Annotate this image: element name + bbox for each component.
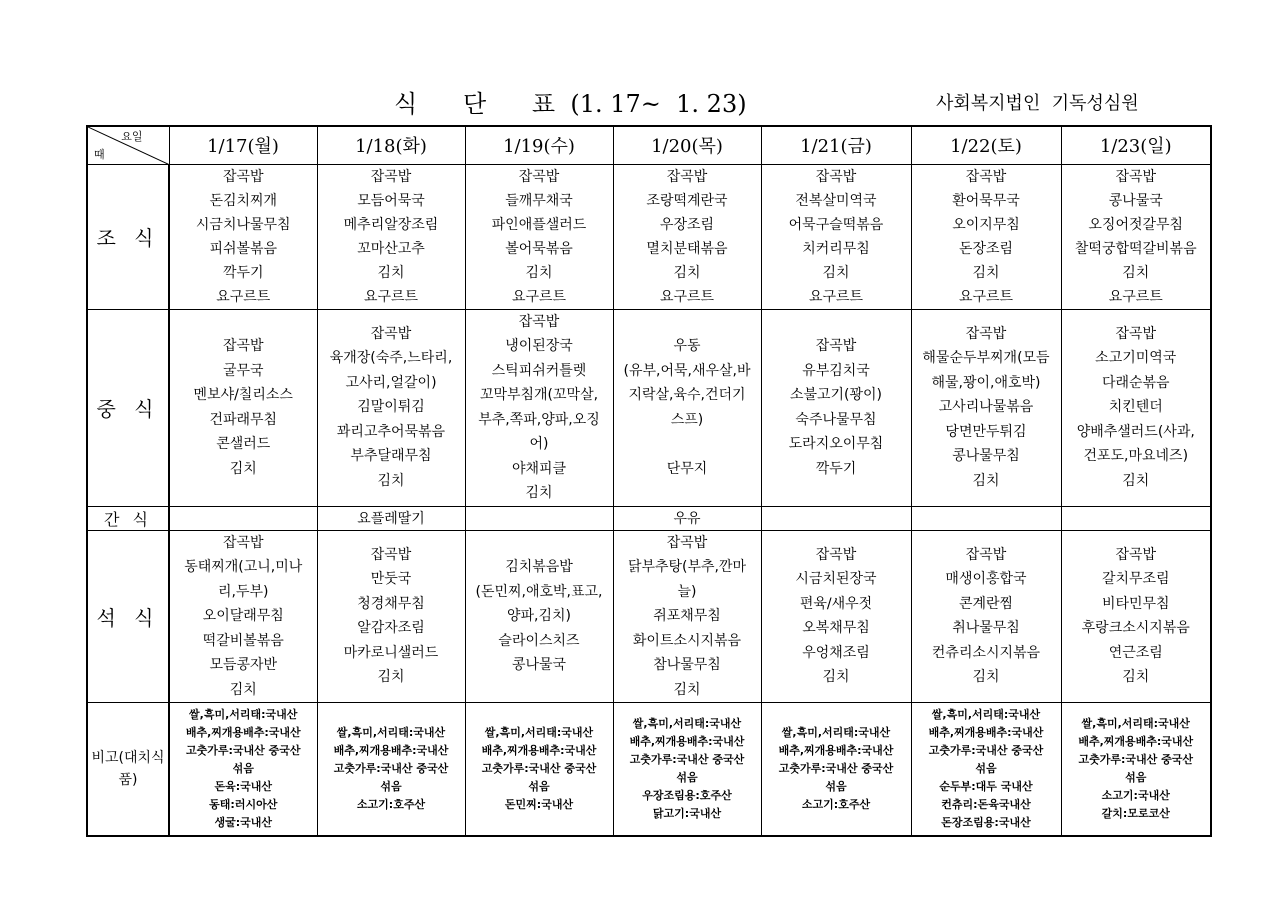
menu-item: 요구르트 — [363, 288, 419, 305]
menu-item: 육개장(숙주,느타리, — [329, 350, 453, 367]
lunch-cell — [761, 309, 911, 506]
menu-item: 건파래무침 — [209, 411, 278, 428]
menu-item: (돈민찌,애호박,표고, — [475, 583, 603, 600]
menu-item: 잡곡밥 — [1115, 325, 1157, 342]
menu-item: 김치 — [822, 264, 850, 281]
menu-item: 환어묵무국 — [952, 192, 1020, 209]
menu-item: 김치 — [972, 669, 1000, 686]
menu-item: 콩나물무침 — [952, 448, 1020, 465]
origin-note: 섞음 — [1125, 770, 1147, 784]
menu-item: 지락살,육수,건더기 — [628, 387, 746, 403]
menu-item: 편육/새우젓 — [799, 595, 873, 612]
origin-note: 컨츄리:돈육국내산 — [941, 797, 1031, 811]
origin-note: 섞음 — [232, 761, 254, 775]
notes-label — [87, 703, 169, 836]
lunch-cell — [613, 309, 761, 506]
menu-item: 당면만두튀김 — [945, 423, 1027, 440]
menu-item: 소불고기(꽝이) — [789, 387, 883, 403]
menu-item: 고사리,얼갈이) — [345, 374, 437, 391]
menu-item: 고사리나물볶음 — [938, 399, 1034, 416]
origin-note: 쌀,흑미,서리태:국내산 — [931, 707, 1041, 721]
menu-item: 비타민무침 — [1101, 595, 1170, 612]
menu-item: 숙주나물무침 — [795, 411, 877, 428]
lunch-cell — [317, 309, 465, 506]
menu-item: 시금치된장국 — [795, 571, 877, 588]
menu-item: 잡곡밥 — [518, 313, 560, 330]
menu-item: 단무지 — [666, 460, 708, 477]
menu-item: 잡곡밥 — [815, 168, 857, 185]
menu-item: 리,두부) — [218, 583, 269, 600]
origin-note: 쌀,흑미,서리태:국내산 — [632, 716, 742, 730]
menu-item: 찰떡궁합떡갈비볶음 — [1074, 240, 1197, 257]
origin-note: 돈민찌:국내산 — [504, 797, 574, 811]
corner-cell — [87, 126, 169, 164]
day-header: 1/19(수) — [465, 126, 613, 164]
menu-item: 소고기미역국 — [1095, 350, 1177, 367]
dinner-cell — [1061, 530, 1211, 703]
menu-item: 치커리무침 — [802, 240, 870, 257]
snack-cell — [465, 506, 613, 530]
notes-label-line: (대치식품) — [118, 749, 165, 788]
menu-item: 김치 — [229, 681, 257, 698]
day-header: 1/17(월) — [169, 126, 317, 164]
corner-day-label: 요일 — [121, 130, 143, 143]
menu-item: 우동 — [673, 338, 701, 354]
notes-cell — [1061, 703, 1211, 836]
menu-item: 모듬어묵국 — [357, 192, 425, 209]
dinner-cell — [465, 530, 613, 703]
notes-cell — [761, 703, 911, 836]
menu-item: 김치 — [673, 264, 701, 281]
breakfast-row — [87, 164, 1211, 309]
meal-label-dinner: 석 식 — [87, 530, 169, 703]
breakfast-cell — [761, 164, 911, 309]
menu-item: 김치 — [972, 472, 1000, 489]
menu-item: 부추달래무침 — [350, 448, 432, 465]
origin-note: 돈육:국내산 — [214, 779, 273, 793]
menu-item: 잡곡밥 — [370, 168, 412, 185]
menu-item: 해물순두부찌개(모듬 — [922, 350, 1050, 367]
menu-item: 들깨무채국 — [505, 192, 573, 209]
breakfast-cell — [317, 164, 465, 309]
dinner-cell — [169, 530, 317, 703]
origin-note: 쌀,흑미,서리태:국내산 — [1081, 716, 1190, 730]
snack-row — [87, 506, 1211, 530]
menu-item: 동태찌개(고니,미나 — [184, 559, 303, 575]
menu-item: 슬라이스치즈 — [498, 632, 580, 649]
dinner-cell — [761, 530, 911, 703]
menu-item: 전복살미역국 — [795, 192, 877, 209]
menu-item: 요구르트 — [1108, 288, 1163, 305]
notes-cell — [613, 703, 761, 836]
origin-note: 배추,찌개용배추:국내산 — [481, 743, 597, 757]
menu-item: 김치 — [377, 264, 405, 281]
meal-plan-table — [86, 125, 1212, 837]
menu-item: 어묵구슬떡볶음 — [788, 216, 884, 233]
lunch-cell — [1061, 309, 1211, 506]
origin-note: 쌀,흑미,서리태:국내산 — [336, 725, 446, 739]
notes-cell — [911, 703, 1061, 836]
menu-item: 참나물무침 — [653, 657, 721, 673]
menu-item: 돈장조림 — [958, 240, 1014, 257]
menu-item: 청경채무침 — [357, 595, 425, 612]
menu-item: 돈김치찌개 — [209, 192, 278, 209]
breakfast-cell — [911, 164, 1061, 309]
origin-note: 배추,찌개용배추:국내산 — [928, 725, 1044, 739]
notes-cell — [317, 703, 465, 836]
menu-item: 해물,꽝이,애호박) — [931, 374, 1041, 391]
menu-item: 깍두기 — [815, 460, 857, 477]
lunch-cell — [911, 309, 1061, 506]
origin-note: 쌀,흑미,서리태:국내산 — [484, 725, 594, 739]
menu-item: 김치 — [377, 669, 405, 686]
menu-item: 파인애플샐러드 — [491, 216, 587, 233]
menu-item: 요구르트 — [808, 288, 864, 305]
origin-note: 소고기:국내산 — [1101, 788, 1170, 802]
menu-item: 건포도,마요네즈) — [1083, 448, 1189, 465]
menu-item: 우장조림 — [659, 216, 715, 233]
organization-name: 사회복지법인 기독성심원 — [936, 93, 1139, 114]
menu-item: 김치 — [377, 472, 405, 489]
menu-item: 알감자조림 — [357, 620, 425, 637]
menu-item: 김말이튀김 — [357, 399, 425, 416]
menu-item: 잡곡밥 — [370, 325, 412, 342]
menu-item: 잡곡밥 — [222, 338, 264, 354]
menu-item: 시금치나물무침 — [195, 216, 291, 233]
meal-label-breakfast: 조 식 — [87, 164, 169, 309]
menu-item: 김치 — [1122, 472, 1150, 489]
menu-item: 잡곡밥 — [518, 168, 560, 185]
menu-item: 피쉬볼볶음 — [209, 240, 278, 257]
menu-item: 꼬막부침개(꼬막살, — [479, 387, 599, 403]
menu-item: 잡곡밥 — [965, 168, 1007, 185]
menu-item: 냉이된장국 — [505, 338, 573, 354]
menu-item: 꽈리고추어묵볶음 — [336, 423, 446, 440]
menu-item: 꼬마산고추 — [357, 240, 425, 257]
origin-note: 닭고기:국내산 — [652, 806, 722, 820]
menu-item: 만둣국 — [370, 571, 412, 588]
menu-item: 떡갈비볼볶음 — [202, 632, 284, 649]
menu-item: 요구르트 — [958, 288, 1014, 305]
origin-note: 배추,찌개용배추:국내산 — [629, 734, 745, 748]
origin-note: 배추,찌개용배추:국내산 — [185, 725, 301, 739]
menu-item: 김치 — [229, 460, 257, 477]
menu-item: 모듬콩자반 — [209, 657, 278, 673]
menu-item: 요구르트 — [216, 288, 271, 305]
menu-item: 다래순볶음 — [1101, 374, 1170, 391]
origin-note: 고춧가루:국내산 중국산 — [186, 743, 301, 757]
menu-item: 오이지무침 — [952, 216, 1020, 233]
menu-item: 연근조림 — [1108, 644, 1163, 661]
notes-cell — [169, 703, 317, 836]
day-header: 1/23(일) — [1061, 126, 1211, 164]
menu-item: 콘샐러드 — [216, 436, 271, 452]
dinner-cell — [317, 530, 465, 703]
snack-cell: 우유 — [613, 506, 761, 530]
menu-item: 오징어젓갈무침 — [1088, 216, 1184, 233]
menu-item: 김치 — [822, 669, 850, 686]
menu-item: 김치 — [1122, 264, 1150, 281]
menu-item: 늘) — [677, 583, 697, 600]
menu-item: 오이달래무침 — [202, 608, 284, 624]
origin-note: 섞음 — [380, 779, 402, 793]
lunch-cell — [465, 309, 613, 506]
menu-item: 잡곡밥 — [965, 325, 1007, 342]
menu-item: 컨츄리소시지볶음 — [931, 644, 1041, 661]
menu-item: 치킨텐더 — [1108, 399, 1163, 416]
origin-note: 고춧가루:국내산 중국산 — [629, 752, 745, 766]
menu-item: 쥐포채무침 — [653, 608, 721, 624]
corner-time-label: 때 — [94, 147, 105, 161]
menu-item: 요구르트 — [659, 288, 715, 305]
breakfast-cell — [1061, 164, 1211, 309]
menu-item: 잡곡밥 — [370, 546, 412, 563]
origin-note: 갈치:모로코산 — [1101, 806, 1170, 820]
meal-label-snack: 간 식 — [87, 506, 169, 530]
snack-cell — [911, 506, 1061, 530]
menu-item: 잡곡밥 — [1115, 546, 1157, 563]
menu-item: 취나물무침 — [952, 620, 1020, 637]
origin-note: 동태:러시아산 — [209, 797, 278, 811]
menu-item: 유부김치국 — [802, 362, 870, 379]
origin-note: 고춧가루:국내산 중국산 — [928, 743, 1044, 757]
menu-item: 도라지오이무침 — [788, 436, 884, 452]
origin-note: 섞음 — [825, 779, 847, 793]
meal-label-lunch: 중 식 — [87, 309, 169, 506]
origin-note: 고춧가루:국내산 중국산 — [1078, 752, 1193, 766]
menu-item: 굴무국 — [222, 362, 264, 379]
snack-cell — [761, 506, 911, 530]
snack-cell: 요플레딸기 — [317, 506, 465, 530]
dinner-row — [87, 530, 1211, 703]
day-header: 1/22(토) — [911, 126, 1061, 164]
menu-item: 잡곡밥 — [222, 168, 264, 185]
menu-item: 잡곡밥 — [815, 338, 857, 354]
menu-item: 잡곡밥 — [1115, 168, 1157, 185]
origin-note: 고춧가루:국내산 중국산 — [333, 761, 449, 775]
menu-item: 양배추샐러드(사과, — [1076, 423, 1195, 440]
menu-item: 부추,쪽파,양파,오징 — [478, 411, 600, 428]
header-row — [87, 126, 1211, 164]
menu-item: 잡곡밥 — [222, 534, 264, 551]
notes-label-line: 비고 — [91, 749, 119, 766]
menu-item: 멘보샤/칠리소스 — [193, 387, 293, 403]
menu-item: 조랑떡계란국 — [646, 192, 728, 209]
menu-item: 오복채무침 — [802, 620, 870, 637]
menu-item: 콘계란찜 — [958, 595, 1014, 612]
menu-item: 우엉채조림 — [802, 644, 870, 661]
origin-note: 순두부:대두 국내산 — [939, 779, 1033, 793]
menu-item: 잡곡밥 — [815, 546, 857, 563]
origin-note: 돈장조림용:국내산 — [941, 815, 1031, 829]
menu-item: 잡곡밥 — [666, 168, 708, 185]
menu-item: 갈치무조림 — [1101, 571, 1170, 588]
menu-item: 양파,김치) — [506, 608, 571, 624]
origin-note: 고춧가루:국내산 중국산 — [481, 761, 597, 775]
menu-item: 화이트소시지볶음 — [632, 632, 742, 649]
menu-item: 잡곡밥 — [666, 534, 708, 551]
breakfast-cell — [169, 164, 317, 309]
origin-note: 섞음 — [975, 761, 997, 775]
menu-item: 멸치분태볶음 — [646, 240, 728, 257]
menu-item: 김치 — [673, 681, 701, 698]
notes-cell — [465, 703, 613, 836]
menu-item: 야채피클 — [511, 460, 567, 477]
menu-item: 깍두기 — [222, 264, 264, 281]
origin-note: 배추,찌개용배추:국내산 — [1078, 734, 1194, 748]
menu-item: 마카로니샐러드 — [343, 644, 439, 661]
menu-item: 닭부추탕(부추,깐마 — [627, 559, 747, 575]
day-header: 1/20(목) — [613, 126, 761, 164]
menu-item: 요구르트 — [511, 288, 567, 305]
origin-note: 배추,찌개용배추:국내산 — [333, 743, 449, 757]
menu-item: (유부,어묵,새우살,바 — [623, 362, 751, 379]
menu-item: 김치 — [525, 264, 553, 281]
lunch-row — [87, 309, 1211, 506]
page-title: 식 단 표 (1. 17~ 1. 23) — [394, 90, 747, 118]
origin-note: 섞음 — [676, 770, 698, 784]
dinner-cell — [613, 530, 761, 703]
menu-item: 콩나물국 — [511, 657, 567, 673]
origin-note: 소고기:호주산 — [356, 797, 426, 811]
menu-item: 잡곡밥 — [965, 546, 1007, 563]
menu-item: 볼어묵볶음 — [505, 240, 573, 257]
menu-item: 김치 — [1122, 669, 1150, 686]
day-header: 1/18(화) — [317, 126, 465, 164]
menu-item: 김치볶음밥 — [505, 559, 573, 575]
menu-item: 스틱피쉬커틀렛 — [491, 362, 587, 379]
origin-note: 소고기:호주산 — [801, 797, 871, 811]
notes-row — [87, 703, 1211, 836]
snack-cell — [1061, 506, 1211, 530]
menu-item: 매생이홍합국 — [945, 571, 1027, 588]
origin-note: 쌀,흑미,서리태:국내산 — [189, 707, 298, 721]
menu-item — [616, 432, 759, 457]
dinner-cell — [911, 530, 1061, 703]
origin-note: 섞음 — [528, 779, 550, 793]
origin-note: 고춧가루:국내산 중국산 — [778, 761, 894, 775]
breakfast-cell — [613, 164, 761, 309]
menu-item: 김치 — [525, 485, 553, 501]
lunch-cell — [169, 309, 317, 506]
menu-item: 메추리알장조림 — [343, 216, 439, 233]
breakfast-cell — [465, 164, 613, 309]
origin-note: 배추,찌개용배추:국내산 — [778, 743, 894, 757]
snack-cell — [169, 506, 317, 530]
menu-item: 어) — [529, 436, 549, 452]
origin-note: 우장조림용:호주산 — [642, 788, 732, 802]
menu-item: 김치 — [972, 264, 1000, 281]
day-header: 1/21(금) — [761, 126, 911, 164]
origin-note: 생굴:국내산 — [214, 815, 273, 829]
menu-item: 스프) — [670, 411, 704, 428]
menu-item: 콩나물국 — [1108, 192, 1163, 209]
menu-item: 후랑크소시지볶음 — [1081, 620, 1190, 637]
origin-note: 쌀,흑미,서리태:국내산 — [781, 725, 891, 739]
